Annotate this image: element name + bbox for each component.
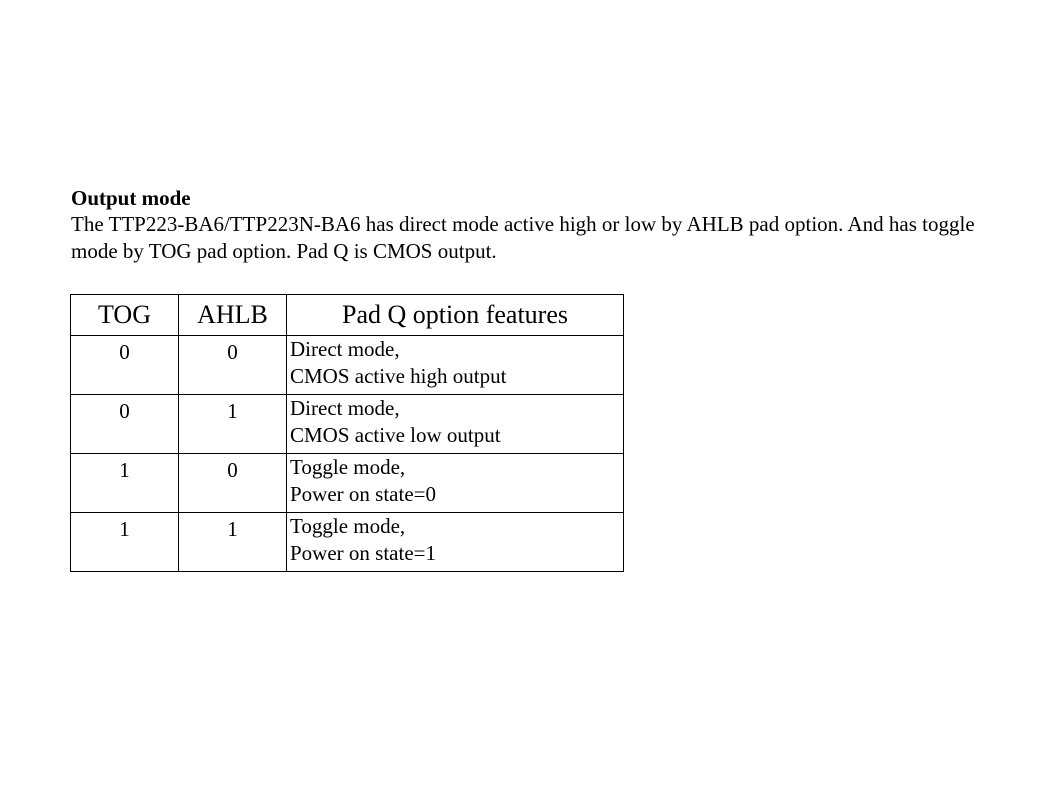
feature-line-1: Direct mode, [290,396,400,420]
table-row [71,454,624,513]
feature-line-2: Power on state=1 [290,541,436,565]
cell-ahlb: 1 [179,395,287,454]
header-tog: TOG [71,295,179,336]
header-ahlb: AHLB [179,295,287,336]
feature-line-2: Power on state=0 [290,482,436,506]
cell-features [287,513,624,572]
feature-line-2: CMOS active high output [290,364,507,388]
cell-tog: 0 [71,336,179,395]
table-row [71,336,624,395]
header-features: Pad Q option features [287,295,624,336]
feature-line-1: Toggle mode, [290,455,406,479]
section-paragraph: The TTP223-BA6/TTP223N-BA6 has direct mode active high or low by AHLB pad option. And has toggle mode by TOG pad option. Pad Q is CMOS output. [71,212,975,263]
table-header-row [71,295,624,336]
cell-tog: 0 [71,395,179,454]
cell-features [287,454,624,513]
table-row [71,395,624,454]
cell-ahlb: 0 [179,336,287,395]
cell-ahlb: 1 [179,513,287,572]
table-row [71,513,624,572]
cell-tog: 1 [71,454,179,513]
pad-q-options-table [70,294,624,572]
feature-line-1: Toggle mode, [290,514,406,538]
output-mode-section [71,185,1021,265]
cell-features [287,336,624,395]
cell-tog: 1 [71,513,179,572]
feature-line-1: Direct mode, [290,337,400,361]
cell-features [287,395,624,454]
feature-line-2: CMOS active low output [290,423,501,447]
cell-ahlb: 0 [179,454,287,513]
section-heading: Output mode [71,186,191,210]
